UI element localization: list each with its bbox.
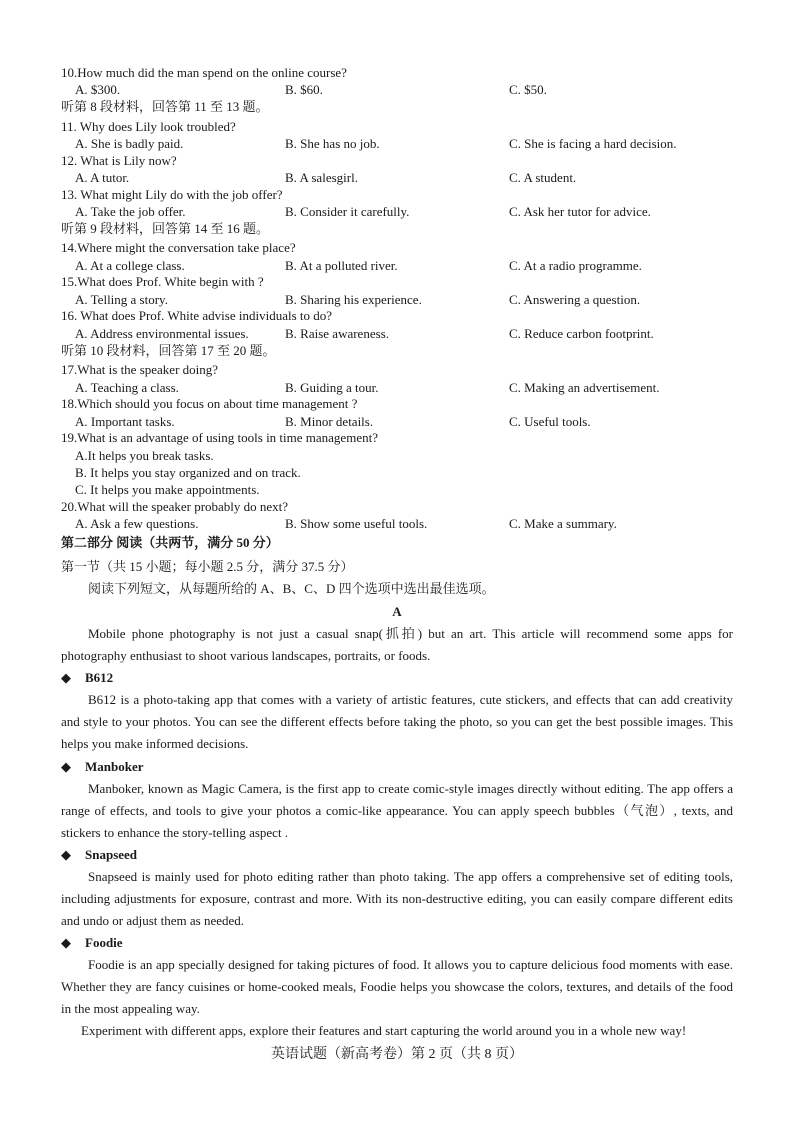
question-17: 17.What is the speaker doing?	[61, 362, 219, 377]
option-a: A. Take the job offer.	[75, 204, 186, 219]
option-a: A. A tutor.	[75, 170, 130, 185]
question-13: 13. What might Lily do with the job offer?	[61, 187, 283, 202]
app-name: Manboker	[85, 759, 144, 774]
section-1-title: 第一节（共 15 小题；每小题 2.5 分，满分 37.5 分）	[61, 559, 354, 574]
option-a: A. Address environmental issues.	[75, 326, 249, 341]
question-11: 11. Why does Lily look troubled?	[61, 119, 236, 134]
passage-closing: Experiment with different apps, explore their features and start capturing the world around you in a whole new way!	[81, 1023, 687, 1038]
options-12	[75, 170, 735, 186]
app-heading-foodie	[61, 934, 123, 952]
option-b: B. Consider it carefully.	[285, 204, 410, 219]
app-heading-manboker	[61, 758, 144, 776]
app-name: B612	[85, 670, 114, 685]
diamond-bullet-icon: ◆	[61, 670, 71, 685]
options-10	[75, 82, 735, 98]
option-a: A. $300.	[75, 82, 121, 97]
option-c: C. She is facing a hard decision.	[509, 136, 677, 151]
options-14	[75, 258, 735, 274]
passage-intro: Mobile phone photography is not just a casual snap(抓拍) but an art. This article will recommend some apps for photography enthusiast to shoot various landscapes, portraits, or foods.	[61, 626, 733, 663]
option-c: C. Answering a question.	[509, 292, 641, 307]
option-b: B. Minor details.	[285, 414, 374, 429]
app-description-foodie: Foodie is an app specially designed for taking pictures of food. It allows you to capture delicious food moments with ease. Whether they are fancy cuisines or home-cooked meals, Foodie helps you showcase the colors, textures, and details of the food in the most appealing way.	[61, 957, 733, 1016]
app-heading-snapseed	[61, 846, 137, 864]
option-b: B. Sharing his experience.	[285, 292, 422, 307]
options-15	[75, 292, 735, 308]
question-19: 19.What is an advantage of using tools in time management?	[61, 430, 378, 445]
option-b: B. She has no job.	[285, 136, 380, 151]
reading-instruction: 阅读下列短文，从每题所给的 A、B、C、D 四个选项中选出最佳选项。	[88, 581, 495, 596]
option-c: C. Useful tools.	[509, 414, 591, 429]
option-a: A. At a college class.	[75, 258, 185, 273]
options-20	[75, 516, 735, 532]
diamond-bullet-icon: ◆	[61, 847, 71, 862]
segment-9-instruction: 听第 9 段材料，回答第 14 至 16 题。	[61, 221, 270, 236]
options-18	[75, 414, 735, 430]
option-c: C. $50.	[509, 82, 547, 97]
options-13	[75, 204, 735, 220]
question-15: 15.What does Prof. White begin with ?	[61, 274, 264, 289]
diamond-bullet-icon: ◆	[61, 759, 71, 774]
question-20: 20.What will the speaker probably do next?	[61, 499, 289, 514]
option-c: C. Make a summary.	[509, 516, 617, 531]
question-16: 16. What does Prof. White advise individuals to do?	[61, 308, 333, 323]
options-16	[75, 326, 735, 342]
option-c: C. At a radio programme.	[509, 258, 642, 273]
option-b: B. Show some useful tools.	[285, 516, 428, 531]
option-a: A. Telling a story.	[75, 292, 168, 307]
option-a: A. Important tasks.	[75, 414, 175, 429]
part-2-title: 第二部分 阅读（共两节，满分 50 分）	[61, 535, 279, 550]
question-14: 14.Where might the conversation take place?	[61, 240, 296, 255]
question-10: 10.How much did the man spend on the online course?	[61, 65, 347, 80]
options-11	[75, 136, 735, 152]
option-a: A. Teaching a class.	[75, 380, 179, 395]
page-footer: 英语试题（新高考卷）第 2 页（共 8 页）	[271, 1047, 523, 1062]
app-name: Snapseed	[85, 847, 138, 862]
app-description-manboker: Manboker, known as Magic Camera, is the first app to create comic-style images directly without editing. The app offers a range of effects, and tools to give your photos a comic-like appearance. You can apply speech bubbles（气泡）, texts, and stickers to enhance the story-telling aspect .	[61, 781, 733, 840]
option-b: B. Guiding a tour.	[285, 380, 379, 395]
question-18: 18.Which should you focus on about time management ?	[61, 396, 358, 411]
option-c: C. A student.	[509, 170, 577, 185]
option-b: B. A salesgirl.	[285, 170, 358, 185]
option-b: B. $60.	[285, 82, 323, 97]
diamond-bullet-icon: ◆	[61, 935, 71, 950]
option-a: A. She is badly paid.	[75, 136, 184, 151]
segment-10-instruction: 听第 10 段材料，回答第 17 至 20 题。	[61, 343, 276, 358]
option-c: C. It helps you make appointments.	[75, 482, 260, 497]
option-a: A.It helps you break tasks.	[75, 448, 214, 463]
option-b: B. It helps you stay organized and on track.	[75, 465, 301, 480]
passage-label: A	[392, 604, 402, 619]
app-name: Foodie	[85, 935, 123, 950]
option-b: B. At a polluted river.	[285, 258, 398, 273]
question-12: 12. What is Lily now?	[61, 153, 177, 168]
option-c: C. Making an advertisement.	[509, 380, 660, 395]
app-description-snapseed: Snapseed is mainly used for photo editing rather than photo taking. The app offers a comprehensive set of editing tools, including adjustments for exposure, contrast and more. With its non-destructive editing, you can easily compare different edits and undo or adjust them as needed.	[61, 869, 733, 928]
option-c: C. Reduce carbon footprint.	[509, 326, 654, 341]
app-heading-b612	[61, 669, 113, 687]
option-b: B. Raise awareness.	[285, 326, 389, 341]
segment-8-instruction: 听第 8 段材料，回答第 11 至 13 题。	[61, 99, 269, 114]
option-a: A. Ask a few questions.	[75, 516, 199, 531]
options-17	[75, 380, 735, 396]
app-description-b612: B612 is a photo-taking app that comes with a variety of artistic features, cute stickers, and effects that can add creativity and style to your photos. You can see the different effects before taking the photo, so you can get the best possible images. This helps you make informed decisions.	[61, 692, 733, 751]
option-c: C. Ask her tutor for advice.	[509, 204, 651, 219]
